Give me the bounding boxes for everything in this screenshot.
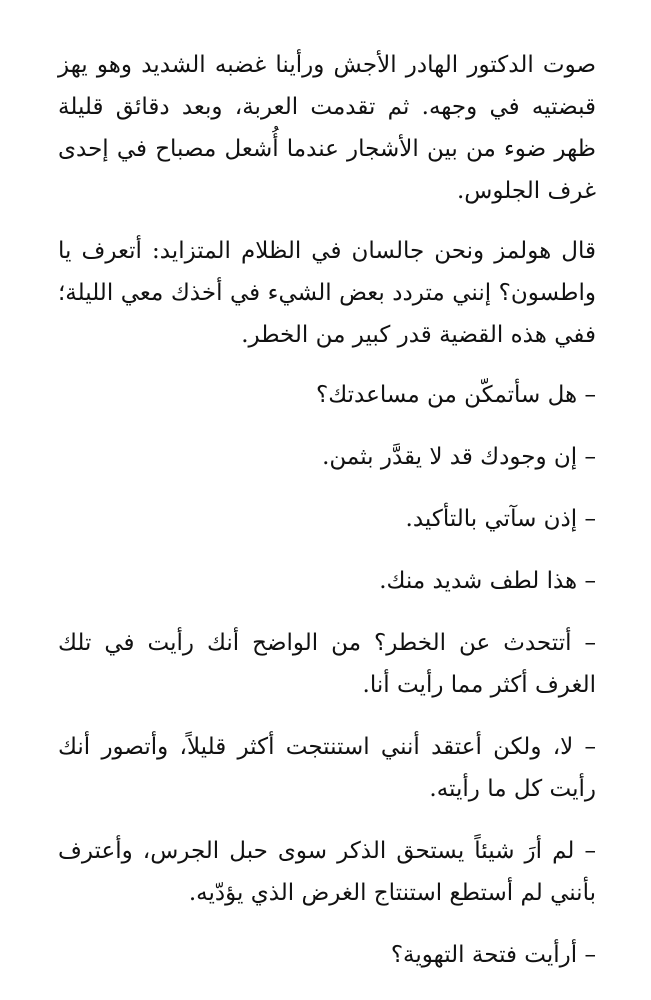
dialogue-line: – هذا لطف شديد منك. [379, 568, 596, 594]
dialogue-line: – إذن سآتي بالتأكيد. [405, 506, 596, 532]
dialogue-line: – لم أرَ شيئاً يستحق الذكر سوى حبل الجرس، وأعترف بأنني لم أستطع استنتاج الغرض الذي يؤدّيه. [58, 838, 596, 906]
narrative-paragraph: قال هولمز ونحن جالسان في الظلام المتزايد: أتعرف يا واطسون؟ إنني متردد بعض الشيء في أخذك معي الليلة؛ ففي هذه القضية قدر كبير من الخطر. [58, 238, 596, 348]
dialogue-line: – أتتحدث عن الخطر؟ من الواضح أنك رأيت في تلك الغرف أكثر مما رأيت أنا. [58, 630, 596, 698]
narrative-paragraph: صوت الدكتور الهادر الأجش ورأينا غضبه الشديد وهو يهز قبضتيه في وجهه. ثم تقدمت العربة، وبعد دقائق قليلة ظهر ضوء من بين الأشجار عندما أُشعل مصباح في إحدى غرف الجلوس. [58, 52, 596, 204]
dialogue-line: – هل سأتمكّن من مساعدتك؟ [316, 382, 596, 408]
dialogue-line: – أرأيت فتحة التهوية؟ [390, 942, 596, 968]
dialogue-line: – لا، ولكن أعتقد أنني استنتجت أكثر قليلاً، وأتصور أنك رأيت كل ما رأيته. [58, 734, 596, 802]
dialogue-line: – إن وجودك قد لا يقدَّر بثمن. [322, 444, 596, 470]
